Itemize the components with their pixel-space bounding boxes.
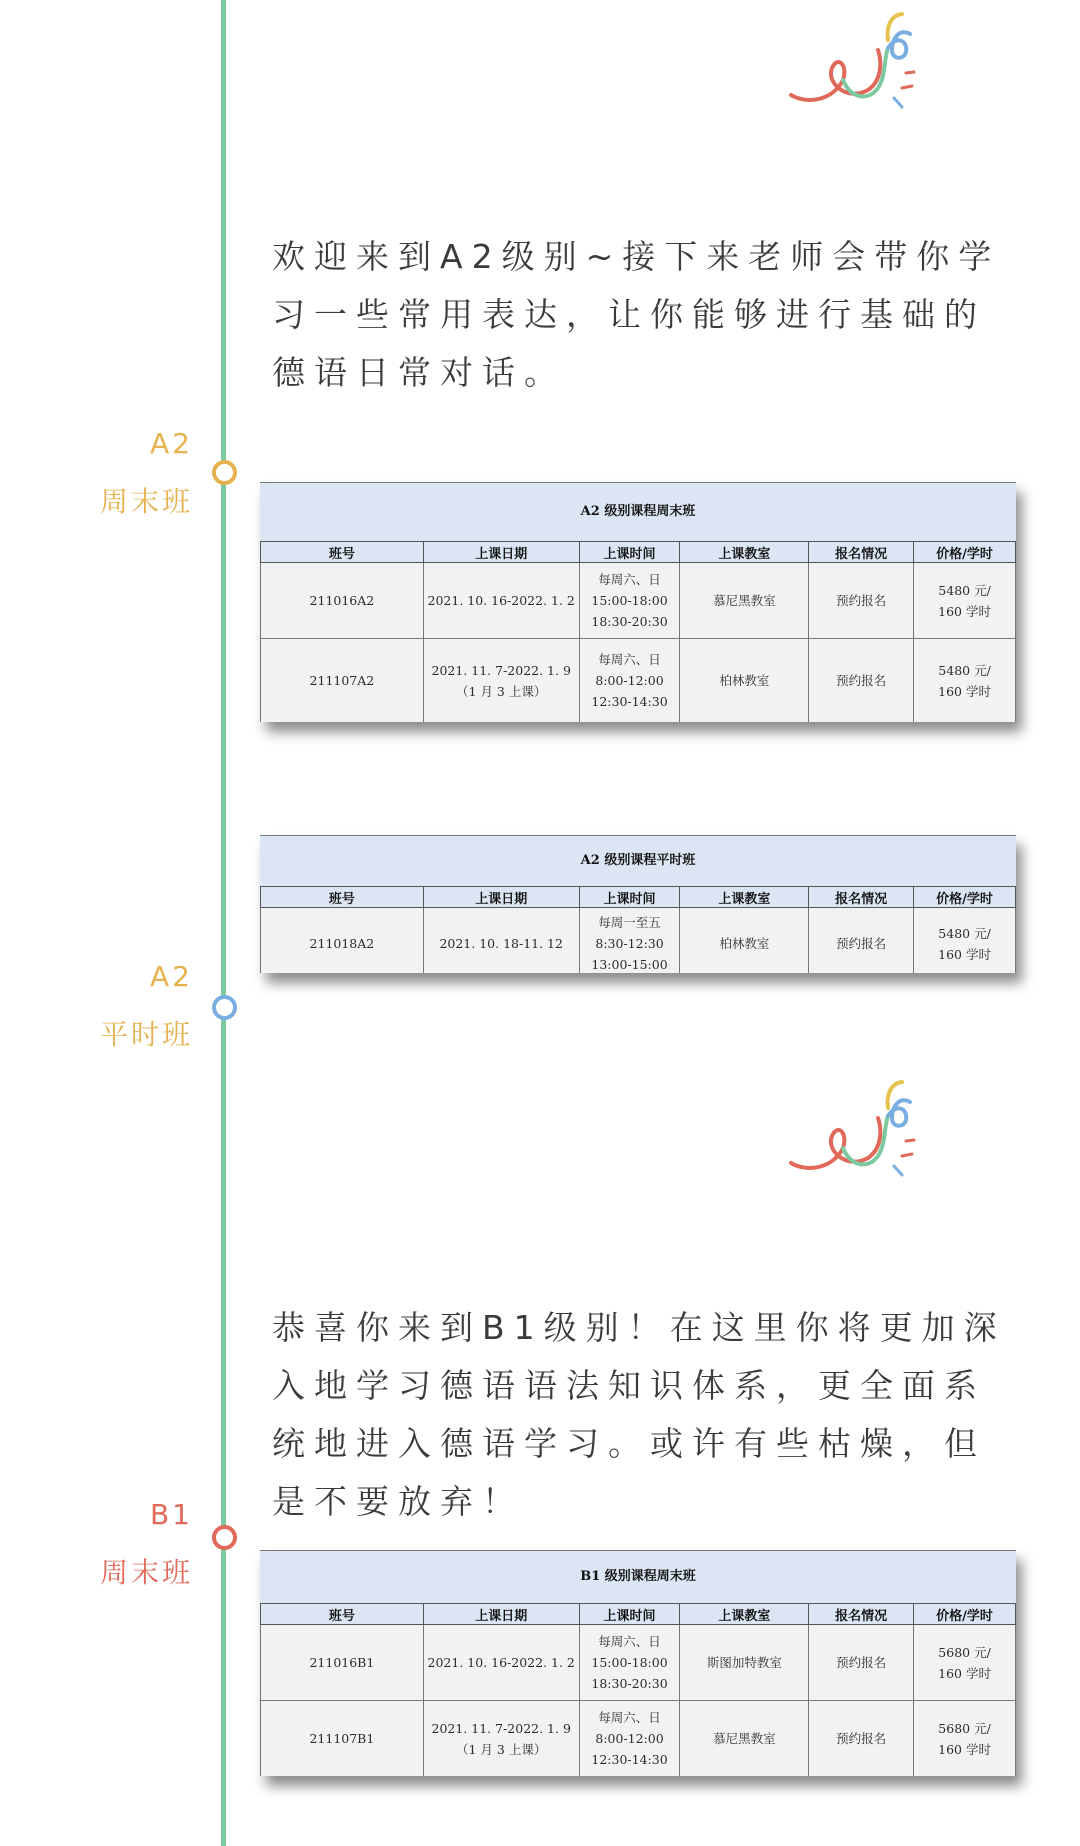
cell-room: 慕尼黑教室 bbox=[680, 1701, 809, 1777]
cell-status[interactable]: 预约报名 bbox=[809, 1701, 914, 1777]
table-a2-weekday bbox=[260, 835, 1016, 973]
course-table bbox=[260, 542, 1016, 722]
col-header: 价格/学时 bbox=[914, 542, 1016, 563]
cell-time: 每周六、日 8:00-12:00 12:30-14:30 bbox=[579, 639, 680, 723]
cell-price: 5480 元/ 160 学时 bbox=[914, 563, 1016, 639]
col-header: 价格/学时 bbox=[914, 1604, 1016, 1625]
col-header: 价格/学时 bbox=[914, 887, 1016, 908]
col-header: 班号 bbox=[261, 542, 424, 563]
node-level: B1 bbox=[149, 1498, 193, 1531]
table-row bbox=[261, 639, 1016, 723]
col-header: 上课时间 bbox=[579, 542, 680, 563]
table-a2-weekend bbox=[260, 482, 1016, 722]
cell-status[interactable]: 预约报名 bbox=[809, 908, 914, 974]
a2-intro-text: 欢迎来到A2级别~接下来老师会带你学习一些常用表达，让你能够进行基础的德语日常对话。 bbox=[272, 237, 1001, 392]
cell-room: 柏林教室 bbox=[680, 908, 809, 974]
col-header: 班号 bbox=[261, 1604, 424, 1625]
cell-time: 每周一至五 8:30-12:30 13:00-15:00 bbox=[579, 908, 680, 974]
cell-class-no: 211016B1 bbox=[261, 1625, 424, 1701]
cell-price: 5480 元/ 160 学时 bbox=[914, 639, 1016, 723]
col-header: 上课时间 bbox=[579, 1604, 680, 1625]
node-level: A2 bbox=[150, 427, 193, 460]
cell-dates: 2021. 10. 16-2022. 1. 2 bbox=[423, 563, 579, 639]
cell-dates: 2021. 10. 16-2022. 1. 2 bbox=[423, 1625, 579, 1701]
col-header: 上课时间 bbox=[579, 887, 680, 908]
cell-price: 5680 元/ 160 学时 bbox=[914, 1625, 1016, 1701]
cell-room: 慕尼黑教室 bbox=[680, 563, 809, 639]
cell-time: 每周六、日 15:00-18:00 18:30-20:30 bbox=[579, 1625, 680, 1701]
confetti-squiggle-icon bbox=[788, 10, 928, 110]
cell-dates: 2021. 11. 7-2022. 1. 9 （1 月 3 上课） bbox=[423, 1701, 579, 1777]
node-type: 周末班 bbox=[99, 485, 193, 518]
col-header: 班号 bbox=[261, 887, 424, 908]
col-header: 上课教室 bbox=[680, 1604, 809, 1625]
cell-status[interactable]: 预约报名 bbox=[809, 639, 914, 723]
cell-time: 每周六、日 15:00-18:00 18:30-20:30 bbox=[579, 563, 680, 639]
table-title: A2 级别课程平时班 bbox=[260, 835, 1016, 887]
table-row bbox=[261, 563, 1016, 639]
col-header: 上课教室 bbox=[680, 887, 809, 908]
cell-class-no: 211107B1 bbox=[261, 1701, 424, 1777]
course-table bbox=[260, 1604, 1016, 1776]
col-header: 上课日期 bbox=[423, 887, 579, 908]
cell-dates: 2021. 10. 18-11. 12 bbox=[423, 908, 579, 974]
col-header: 上课教室 bbox=[680, 542, 809, 563]
table-title: A2 级别课程周末班 bbox=[260, 482, 1016, 542]
timeline-node-a2-weekend bbox=[212, 460, 237, 485]
col-header: 上课日期 bbox=[423, 1604, 579, 1625]
node-type: 周末班 bbox=[99, 1556, 193, 1589]
cell-price: 5680 元/ 160 学时 bbox=[914, 1701, 1016, 1777]
timeline-node-b1-weekend bbox=[212, 1525, 237, 1550]
cell-room: 柏林教室 bbox=[680, 639, 809, 723]
table-row bbox=[261, 1625, 1016, 1701]
cell-status[interactable]: 预约报名 bbox=[809, 1625, 914, 1701]
cell-time: 每周六、日 8:00-12:00 12:30-14:30 bbox=[579, 1701, 680, 1777]
col-header: 报名情况 bbox=[809, 1604, 914, 1625]
table-row bbox=[261, 1701, 1016, 1777]
cell-price: 5480 元/ 160 学时 bbox=[914, 908, 1016, 974]
col-header: 报名情况 bbox=[809, 887, 914, 908]
table-b1-weekend bbox=[260, 1550, 1016, 1776]
table-title: B1 级别课程周末班 bbox=[260, 1550, 1016, 1604]
node-level: A2 bbox=[150, 960, 193, 993]
cell-dates: 2021. 11. 7-2022. 1. 9 （1 月 3 上课） bbox=[423, 639, 579, 723]
timeline-line bbox=[221, 0, 226, 1846]
node-label-a2-weekend bbox=[100, 415, 193, 531]
cell-status[interactable]: 预约报名 bbox=[809, 563, 914, 639]
cell-class-no: 211107A2 bbox=[261, 639, 424, 723]
course-table bbox=[260, 887, 1016, 973]
table-row bbox=[261, 908, 1016, 974]
node-label-b1-weekend bbox=[100, 1486, 193, 1602]
node-label-a2-weekday bbox=[100, 948, 193, 1064]
node-type: 平时班 bbox=[99, 1018, 193, 1051]
col-header: 上课日期 bbox=[423, 542, 579, 563]
col-header: 报名情况 bbox=[809, 542, 914, 563]
cell-room: 斯图加特教室 bbox=[680, 1625, 809, 1701]
confetti-squiggle-icon bbox=[788, 1078, 928, 1178]
cell-class-no: 211018A2 bbox=[261, 908, 424, 974]
cell-class-no: 211016A2 bbox=[261, 563, 424, 639]
timeline-node-a2-weekday bbox=[212, 995, 237, 1020]
b1-intro-text: 恭喜你来到B1级别！在这里你将更加深入地学习德语语法知识体系，更全面系统地进入德语学习。或许有些枯燥，但是不要放弃！ bbox=[272, 1308, 1006, 1521]
